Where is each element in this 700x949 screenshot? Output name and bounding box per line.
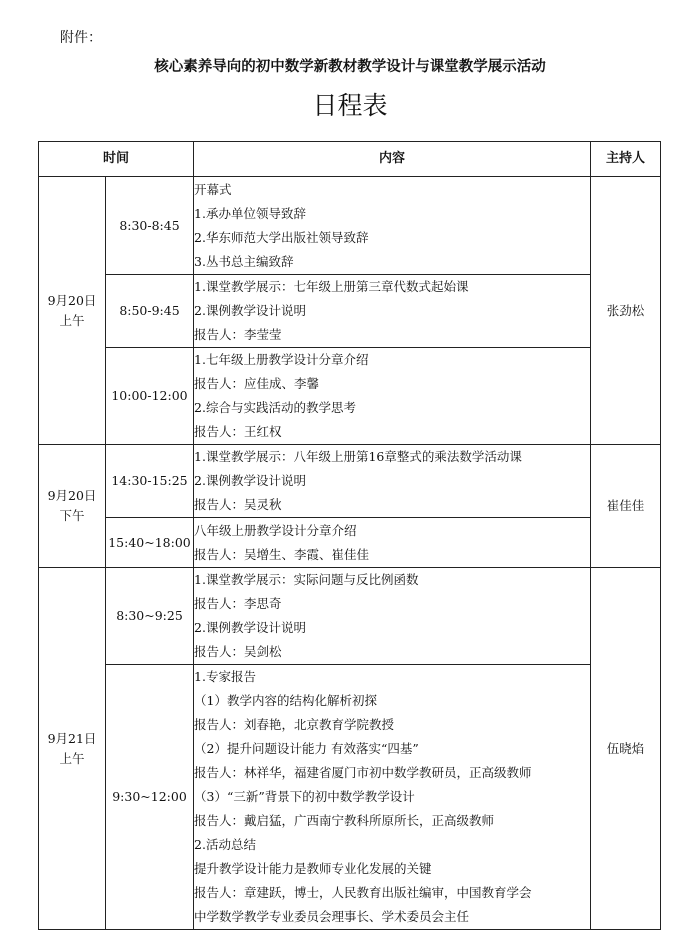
content-cell [194,665,591,930]
table-row [39,177,661,275]
day-period: 上午 [59,312,85,328]
table-row [39,568,661,665]
header-content: 内容 [194,142,591,177]
day-cell [39,445,106,568]
content-line: 报告人：吴剑松 [194,644,282,659]
content-line: 报告人：吴灵秋 [194,497,282,512]
time-cell: 8:30~9:25 [106,568,194,665]
content-line: 1.课堂教学展示：七年级上册第三章代数式起始课 [194,279,469,294]
content-line: 报告人：戴启猛，广西南宁教科所原所长，正高级教师 [194,813,495,828]
table-row [39,348,661,445]
content-cell [194,568,591,665]
time-cell: 9:30~12:00 [106,665,194,930]
content-line: 1.专家报告 [194,669,256,684]
host-cell: 伍晓焰 [591,568,661,930]
content-line: 2.活动总结 [194,837,256,852]
content-line: 2.华东师范大学出版社领导致辞 [194,229,369,245]
content-line: （2）提升问题设计能力 有效落实“四基” [194,741,419,756]
host-cell: 张劲松 [591,177,661,445]
content-cell [194,348,591,445]
content-line: 开幕式 [194,181,232,197]
time-cell: 8:30-8:45 [106,177,194,275]
time-cell: 15:40~18:00 [106,518,194,568]
table-row [39,275,661,348]
content-line: 报告人：林祥华，福建省厦门市初中数学教研员，正高级教师 [194,765,532,780]
content-line: 报告人：李思奇 [194,596,282,611]
content-line: 1.课堂教学展示：八年级上册第16章整式的乘法数学活动课 [194,449,522,464]
day-date: 9月21日 [47,730,97,746]
content-line: 报告人：刘春艳，北京教育学院教授 [194,717,395,732]
host-cell: 崔佳佳 [591,445,661,568]
content-line: 报告人：王红权 [194,424,282,439]
content-line: 2.课例教学设计说明 [194,620,306,635]
table-row [39,445,661,518]
day-period: 上午 [59,750,85,766]
event-subtitle: 核心素养导向的初中数学新教材教学设计与课堂教学展示活动 [154,59,546,75]
header-host: 主持人 [591,142,661,177]
content-cell [194,445,591,518]
content-line: 2.综合与实践活动的教学思考 [194,400,356,415]
content-line: 报告人：李莹莹 [194,327,282,342]
content-cell [194,518,591,568]
content-line: 提升教学设计能力是教师专业化发展的关键 [194,861,432,876]
content-line: 报告人：应佳成、李馨 [194,376,320,391]
content-line: 报告人：吴增生、李霞、崔佳佳 [194,546,370,562]
time-cell: 14:30-15:25 [106,445,194,518]
header-time: 时间 [39,142,194,177]
time-cell: 10:00-12:00 [106,348,194,445]
schedule-table [38,141,661,930]
day-period: 下午 [59,508,85,523]
time-cell: 8:50-9:45 [106,275,194,348]
attachment-label: 附件： [60,30,102,46]
content-line: 2.课例教学设计说明 [194,303,306,318]
content-line: （3）“三新”背景下的初中数学教学设计 [194,789,415,804]
content-line: 1.承办单位领导致辞 [194,205,306,221]
table-row [39,665,661,930]
content-line: 报告人：章建跃，博士，人民教育出版社编审，中国教育学会 [194,885,532,900]
content-cell [194,177,591,275]
content-cell [194,275,591,348]
table-header-row [39,142,661,177]
content-line: （1）教学内容的结构化解析初探 [194,693,377,708]
content-line: 1.课堂教学展示：实际问题与反比例函数 [194,572,419,587]
page-title: 日程表 [312,91,388,120]
content-line: 中学数学教学专业委员会理事长、学术委员会主任 [194,909,470,924]
content-line: 3.丛书总主编致辞 [194,253,294,269]
content-line: 八年级上册教学设计分章介绍 [194,522,357,538]
day-cell [39,177,106,445]
content-line: 1.七年级上册教学设计分章介绍 [194,352,369,367]
content-line: 2.课例教学设计说明 [194,473,306,488]
day-cell [39,568,106,930]
day-date: 9月20日 [47,488,97,503]
day-date: 9月20日 [47,292,97,308]
table-row [39,518,661,568]
